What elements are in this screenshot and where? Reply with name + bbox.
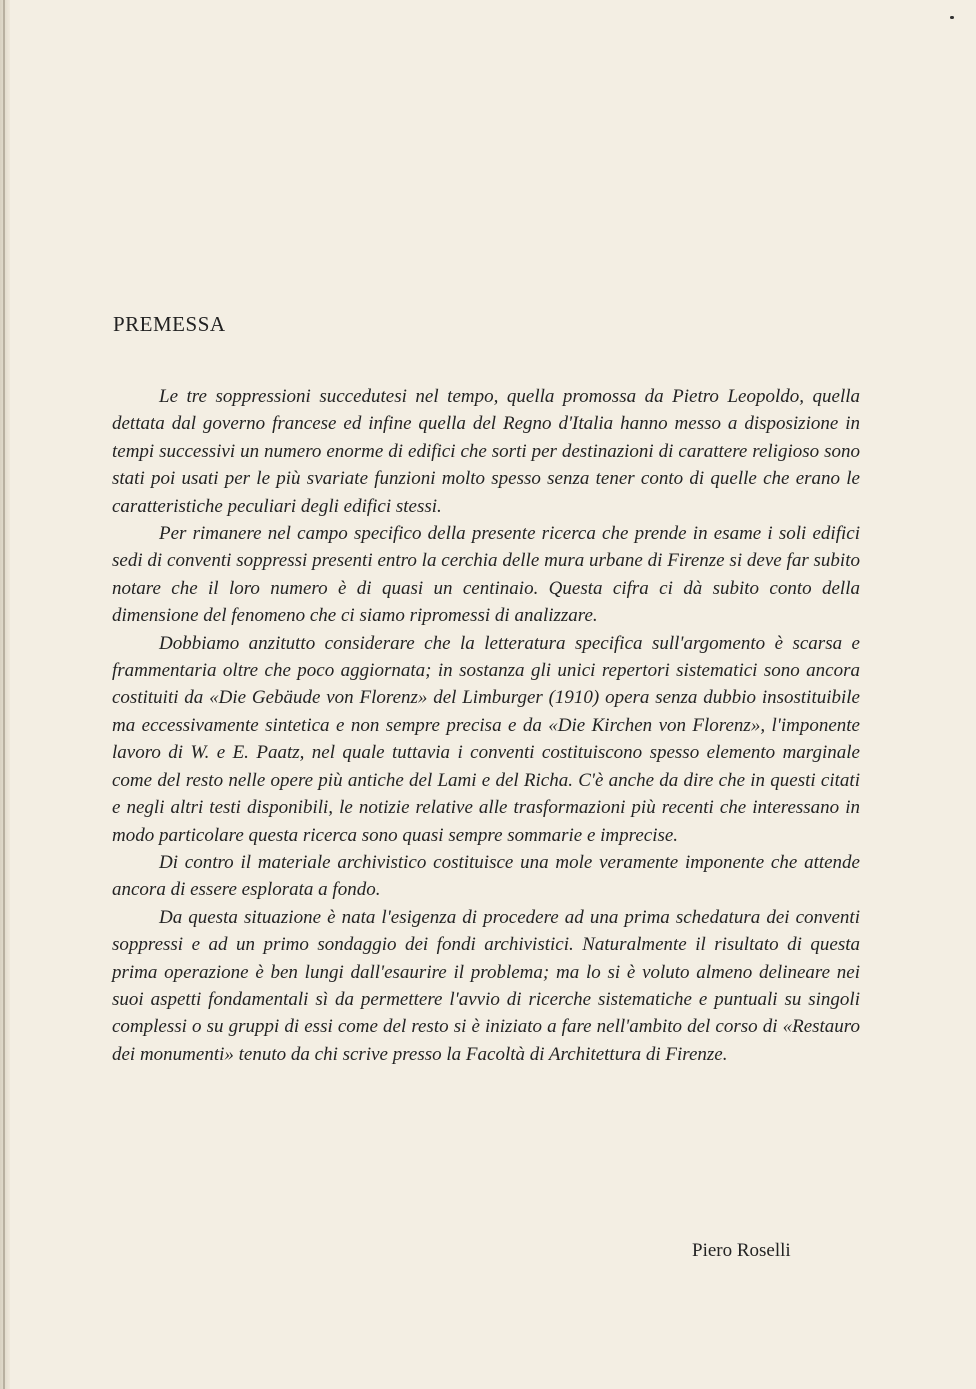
paragraph-1: Le tre soppressioni succedutesi nel tempo, quella promossa da Pietro Leopoldo, quella dettata dal governo francese ed infine quella del Regno d'Italia hanno messo a disposizione in tempi successivi un numero enorme di edifici che sorti per destinazioni di carattere religioso sono stati poi usati per le più svariate funzioni molto spesso senza tener conto di quelle che erano le caratteristiche peculiari degli edifici stessi. [112, 386, 860, 517]
paragraph-2: Per rimanere nel campo specifico della presente ricerca che prende in esame i soli edifici sedi di conventi soppressi presenti entro la cerchia delle mura urbane di Firenze si deve far subito notare che il loro numero è di quasi un centinaio. Questa cifra ci dà subito conto della dimensione del fenomeno che ci siamo ripromessi di analizzare. [112, 523, 860, 627]
binding-edge [0, 0, 10, 1389]
author-signature: Piero Roselli [692, 1240, 791, 1261]
paragraph-3: Dobbiamo anzitutto considerare che la letteratura specifica sull'argomento è scarsa e frammentaria oltre che poco aggiornata; in sostanza gli unici repertori sistematici sono ancora costituiti da «Die Gebäude von Florenz» del Limburger (1910) opera senza dubbio insostituibile ma eccessivamente sintetica e non sempre precisa e da «Die Kirchen von Florenz», l'imponente lavoro di W. e E. Paatz, nel quale tuttavia i conventi costituiscono spesso elemento marginale come del resto nelle opere più antiche del Lami e del Richa. C'è anche da dire che in questi citati e negli altri testi disponibili, le notizie relative alle trasformazioni più recenti che interessano in modo particolare questa ricerca sono quasi sempre sommarie e imprecise. [112, 632, 860, 846]
paragraph-4: Di contro il materiale archivistico costituisce una mole veramente imponente che attende ancora di essere esplorata a fondo. [112, 851, 860, 901]
page-title: PREMESSA [113, 312, 226, 336]
paper-speck [950, 16, 954, 19]
body-text [112, 383, 860, 1068]
paragraph-5: Da questa situazione è nata l'esigenza di procedere ad una prima schedatura dei conventi soppressi e ad un primo sondaggio dei fondi archivistici. Naturalmente il risultato di questa prima operazione è ben lungi dall'esaurire il problema; ma lo si è voluto almeno delineare nei suoi aspetti fondamentali sì da permettere l'avvio di ricerche sistematiche e puntuali su singoli complessi o su gruppi di essi come del resto si è iniziato a fare nell'ambito del corso di «Restauro dei monumenti» tenuto da chi scrive presso la Facoltà di Architettura di Firenze. [112, 906, 860, 1065]
binding-line [3, 0, 5, 1389]
